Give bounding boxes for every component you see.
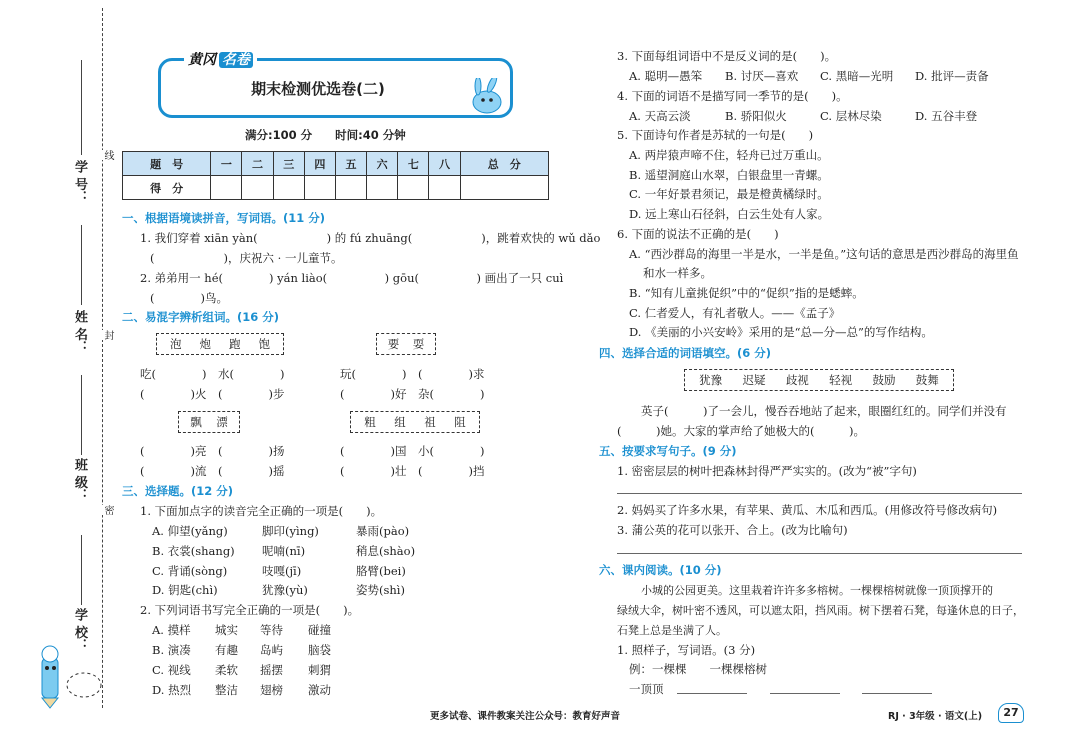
mark-feng: 封 [102,330,113,340]
option: 呢喃(nī) [262,544,306,558]
word: 轻视 [829,373,853,387]
option: 姿势(shì) [356,583,405,597]
option: 有趣 [215,643,238,657]
s1-line: 2. 弟弟用一 hé( ) yán liào( ) gōu( ) 画出了一只 cuì [140,271,564,285]
exam-title: 期末检测优选卷(二) [251,80,385,98]
s4-paragraph: ( )她。大家的掌声给了她极大的( )。 [617,424,865,438]
option: 刺猬 [308,663,331,677]
char: 要 [387,337,400,351]
answer-line[interactable] [677,693,747,694]
score-label: 得 分 [123,176,211,200]
word: 歧视 [785,373,809,387]
score-cell: 六 [367,152,398,176]
score-cell: 总 分 [460,152,548,176]
footer-grade: RJ · 3年级 · 语文(上) [888,711,983,722]
word: 迟疑 [742,373,766,387]
score-cell: 四 [304,152,335,176]
char: 祖 [424,415,436,429]
option: 犹豫(yù) [262,583,308,597]
option: 翅榜 [260,683,283,697]
option: A. “西沙群岛的海里一半是水，一半是鱼。”这句话的意思是西沙群岛的海里鱼 [629,247,1019,261]
char: 漂 [216,415,228,429]
option: D. 远上寒山石径斜，白云生处有人家。 [629,207,830,221]
char: 泡 [170,337,182,351]
answer-line[interactable] [862,693,932,694]
option: C. 背诵(sòng) [152,564,228,578]
question: 2. 妈妈买了许多水果，有苹果、黄瓜、木瓜和西瓜。(用修改符号修改病句) [617,503,998,517]
char: 组 [394,415,406,429]
answer-line[interactable] [617,493,1022,494]
option: 等待 [260,623,283,637]
s2-row: 玩( ) ( )求 [340,367,485,381]
score-table [122,151,549,200]
option: 柔软 [215,663,238,677]
s2-row: ( )国 小( ) [340,444,485,458]
char: 炮 [199,337,211,351]
question: 4. 下面的词语不是描写同一季节的是( )。 [617,89,848,103]
score-input[interactable] [367,176,398,200]
option: B. 遥望洞庭山水翠，白银盘里一青螺。 [629,168,829,182]
reading-text: 小城的公园更美。这里栽着许许多多榕树。一棵棵榕树就像一顶顶撑开的 [641,584,993,597]
score-input[interactable] [211,176,242,200]
option: 暴雨(pào) [356,524,410,538]
score-cell: 五 [335,152,366,176]
option: A. 摸样 [152,623,191,637]
option: 胳臂(bei) [356,564,406,578]
s2-row: ( )好 杂( ) [340,387,485,401]
section2-title: 二、易混字辨析组词。(16 分) [122,310,280,324]
score-input[interactable] [460,176,548,200]
char-box [350,411,480,433]
option: D. 钥匙(chì) [152,583,218,597]
score-input[interactable] [242,176,273,200]
word: 鼓舞 [915,373,939,387]
section3-title: 三、选择题。(12 分) [122,484,234,498]
example: 一顶顶 [629,682,664,696]
option: C. 层林尽染 [820,109,882,123]
s1-line: ( )鸟。 [150,291,228,305]
binding-line [102,8,103,708]
option: 脚印(yìng) [262,524,319,538]
char-box [376,333,436,355]
s2-row: ( )壮 ( )挡 [340,464,485,478]
answer-line[interactable] [770,693,840,694]
section1-title: 一、根据语境读拼音，写词语。(11 分) [122,211,326,225]
reading-text: 石凳上总是坐满了人。 [617,624,727,637]
question: 5. 下面诗句作者是苏轼的一句是( ) [617,128,814,142]
char: 跑 [229,337,241,351]
s1-line: ( )，庆祝六 · 一儿童节。 [150,251,343,265]
score-input[interactable] [335,176,366,200]
example: 例：一棵棵 一棵棵榕树 [629,662,767,676]
word: 鼓励 [872,373,896,387]
reading-text: 绿绒大伞，树叶密不透风，可以遮太阳，挡风雨。树下摆着石凳，每逢休息的日子， [617,604,1024,617]
rabbit-mascot-icon [462,78,512,116]
option: C. 一年好景君须记，最是橙黄橘绿时。 [629,187,829,201]
score-cell: 七 [398,152,429,176]
question: 6. 下面的说法不正确的是( ) [617,227,779,241]
score-cell: 题 号 [123,152,211,176]
option: B. 演凑 [152,643,191,657]
char: 饱 [258,337,270,351]
option: B. 衣裳(shang) [152,544,235,558]
option: 岛屿 [260,643,283,657]
option: B. 讨厌—喜欢 [725,69,799,83]
s2-row: ( )流 ( )摇 [140,464,285,478]
s4-paragraph: 英子( )了一会儿，慢吞吞地站了起来，眼圈红红的。同学们并没有 [641,404,1007,418]
question: 1. 照样子，写词语。(3 分) [617,643,756,657]
question: 3. 蒲公英的花可以张开、合上。(改为比喻句) [617,523,848,537]
char: 耍 [412,337,425,351]
exam-meta: 满分:100 分 时间:40 分钟 [245,128,406,142]
mark-mi: 密 [102,505,113,515]
section5-title: 五、按要求写句子。(9 分) [599,444,737,458]
option: 摇摆 [260,663,283,677]
option: A. 聪明—愚笨 [629,69,703,83]
option: B. 骄阳似火 [725,109,787,123]
s2-row: ( )亮 ( )扬 [140,444,285,458]
s2-row: 吃( ) 水( ) [140,367,285,381]
score-cell: 八 [429,152,460,176]
score-cell: 二 [242,152,273,176]
class-line [81,375,82,455]
option: C. 黑暗—光明 [820,69,894,83]
option: 激动 [308,683,331,697]
name-line [81,225,82,305]
option: A. 仰望(yǎng) [152,524,228,538]
school-line [81,535,82,605]
label-school: 学 校： [72,608,87,652]
char: 阻 [454,415,466,429]
question: 1. 密密层层的树叶把森林封得严严实实的。(改为“被”字句) [617,464,917,478]
score-input[interactable] [429,176,460,200]
option: A. 两岸猿声啼不住，轻舟已过万重山。 [629,148,829,162]
option: D. 五谷丰登 [915,109,978,123]
char: 粗 [364,415,376,429]
char-box [178,411,240,433]
option: 整洁 [215,683,238,697]
s2-row: ( )火 ( )步 [140,387,285,401]
option: C. 仁者爱人，有礼者敬人。——《孟子》 [629,306,841,320]
number-line [81,60,82,155]
score-input[interactable] [398,176,429,200]
label-class: 班 级： [72,458,87,502]
page-number: 27 [998,703,1024,723]
option: 脑袋 [308,643,331,657]
answer-line[interactable] [617,553,1022,554]
brand-logo: 黄冈 名卷 [184,49,257,69]
char: 飘 [190,415,202,429]
option: 碰撞 [308,623,331,637]
score-input[interactable] [304,176,335,200]
score-cell: 一 [211,152,242,176]
score-cell: 三 [273,152,304,176]
option: 吱嘎(jī) [262,564,302,578]
question: 3. 下面每组词语中不是反义词的是( )。 [617,49,837,63]
option: 稍息(shào) [356,544,416,558]
section4-title: 四、选择合适的词语填空。(6 分) [599,346,772,360]
option: D. 批评—责备 [915,69,989,83]
section6-title: 六、课内阅读。(10 分) [599,563,722,577]
label-name: 姓 名： [72,310,87,354]
option: C. 视线 [152,663,191,677]
word: 犹豫 [699,373,723,387]
word-box [684,369,954,391]
label-number: 学 号： [72,160,87,204]
pencil-mascot-icon [32,640,102,710]
option: 城实 [215,623,238,637]
mark-xian: 线 [102,150,113,160]
score-header-row [123,152,549,176]
footer-note: 更多试卷、课件教案关注公众号：教育好声音 [430,711,621,722]
score-value-row [123,176,549,200]
s1-line: 1. 我们穿着 xiān yàn( ) 的 fú zhuāng( )，跳着欢快的 wǔ dǎo [140,231,601,245]
question: 2. 下列词语书写完全正确的一项是( )。 [140,603,360,617]
option: B. “知有儿童挑促织”中的“促织”指的是蟋蟀。 [629,286,864,300]
option: A. 天高云淡 [629,109,691,123]
option: 和水一样多。 [643,266,712,280]
char-box [156,333,284,355]
option: D. 热烈 [152,683,192,697]
option: D. 《美丽的小兴安岭》采用的是“总—分—总”的写作结构。 [629,325,933,339]
score-input[interactable] [273,176,304,200]
question: 1. 下面加点字的读音完全正确的一项是( )。 [140,504,383,518]
